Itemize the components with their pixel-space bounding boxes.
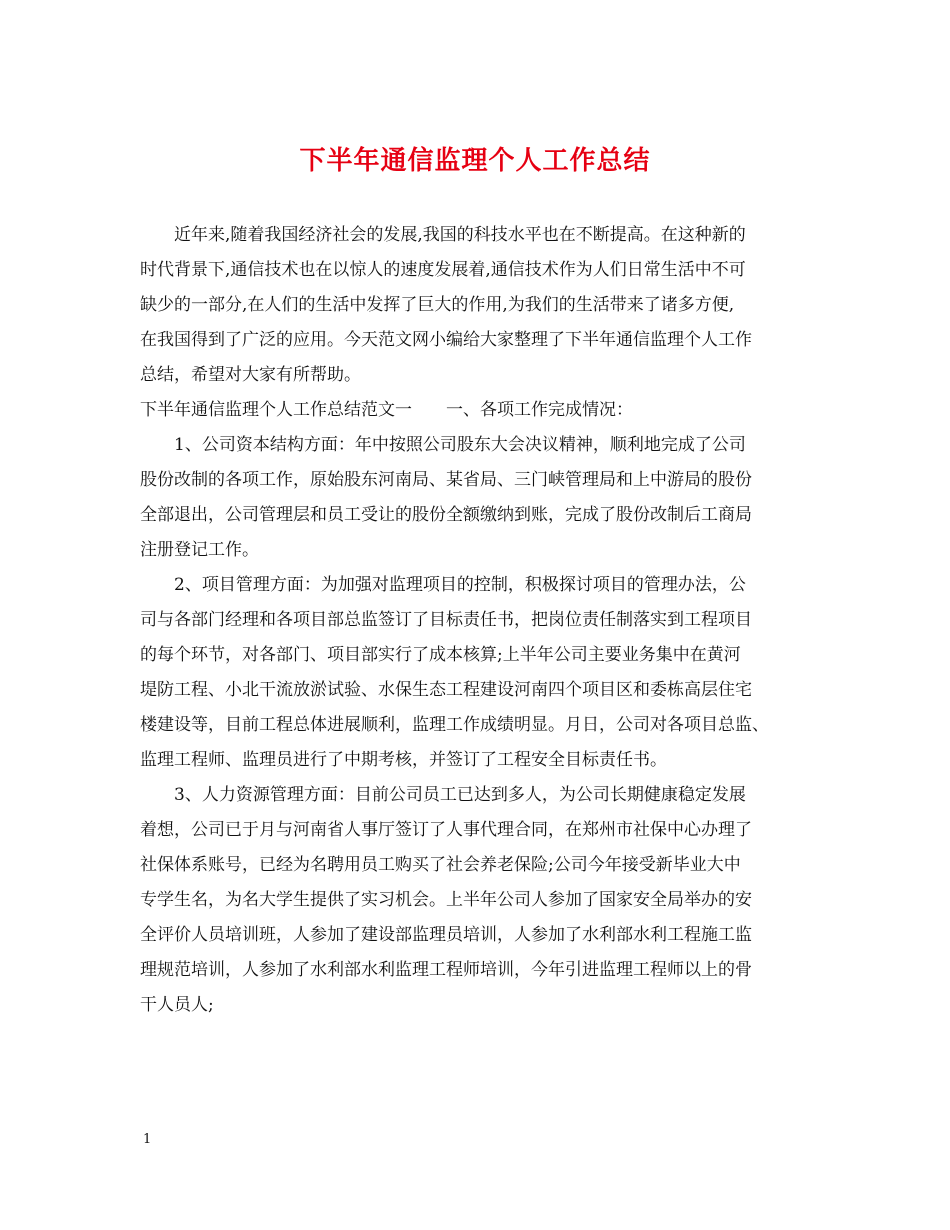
paragraph-line: 的每个环节，对各部门、项目部实行了成本核算;上半年公司主要业务集中在黄河 bbox=[140, 645, 741, 665]
paragraph-line: 1、公司资本结构方面：年中按照公司股东大会决议精神，顺利地完成了公司 bbox=[174, 435, 746, 455]
paragraph-line: 楼建设等，目前工程总体进展顺利，监理工作成绩明显。月日，公司对各项目总监、 bbox=[140, 715, 769, 735]
paragraph-line: 着想，公司已于月与河南省人事厅签订了人事代理合同，在郑州市社保中心办理了 bbox=[140, 820, 752, 840]
paragraph-line: 社保体系账号，已经为名聘用员工购买了社会养老保险;公司今年接受新毕业大中 bbox=[140, 855, 741, 875]
paragraph-line: 专学生名，为名大学生提供了实习机会。上半年公司人参加了国家安全局举办的安 bbox=[140, 890, 752, 910]
paragraph-line: 监理工程师、监理员进行了中期考核，并签订了工程安全目标责任书。 bbox=[140, 750, 667, 770]
paragraph-line: 时代背景下,通信技术也在以惊人的速度发展着,通信技术作为人们日常生活中不可 bbox=[140, 260, 746, 280]
paragraph-line: 缺少的一部分,在人们的生活中发挥了巨大的作用,为我们的生活带来了诸多方便, bbox=[140, 295, 735, 315]
paragraph-line: 全部退出，公司管理层和员工受让的股份全额缴纳到账，完成了股份改制后工商局 bbox=[140, 505, 752, 525]
paragraph-line: 在我国得到了广泛的应用。今天范文网小编给大家整理了下半年通信监理个人工作 bbox=[140, 330, 752, 350]
paragraph-line: 下半年通信监理个人工作总结范文一 一、各项工作完成情况： bbox=[140, 400, 633, 420]
paragraph-line: 2、项目管理方面：为加强对监理项目的控制，积极探讨项目的管理办法，公 bbox=[174, 575, 746, 595]
paragraph-line: 干人员人; bbox=[140, 995, 214, 1015]
paragraph-line: 股份改制的各项工作，原始股东河南局、某省局、三门峡管理局和上中游局的股份 bbox=[140, 470, 752, 490]
paragraph-line: 堤防工程、小北干流放淤试验、水保生态工程建设河南四个项目区和委栋高层住宅 bbox=[140, 680, 752, 700]
paragraph-line: 近年来,随着我国经济社会的发展,我国的科技水平也在不断提高。在这种新的 bbox=[174, 225, 746, 245]
document-title: 下半年通信监理个人工作总结 bbox=[299, 146, 651, 176]
paragraph-line: 全评价人员培训班，人参加了建设部监理员培训，人参加了水利部水利工程施工监 bbox=[140, 925, 752, 945]
paragraph-line: 3、人力资源管理方面：目前公司员工已达到多人，为公司长期健康稳定发展 bbox=[174, 785, 746, 805]
paragraph-line: 总结，希望对大家有所帮助。 bbox=[140, 365, 361, 385]
paragraph-line: 注册登记工作。 bbox=[140, 540, 259, 560]
page-number: 1 bbox=[143, 1132, 152, 1147]
paragraph-line: 理规范培训，人参加了水利部水利监理工程师培训，今年引进监理工程师以上的骨 bbox=[140, 960, 752, 980]
document-body bbox=[140, 218, 830, 1023]
paragraph-line: 司与各部门经理和各项目部总监签订了目标责任书，把岗位责任制落实到工程项目 bbox=[140, 610, 752, 630]
